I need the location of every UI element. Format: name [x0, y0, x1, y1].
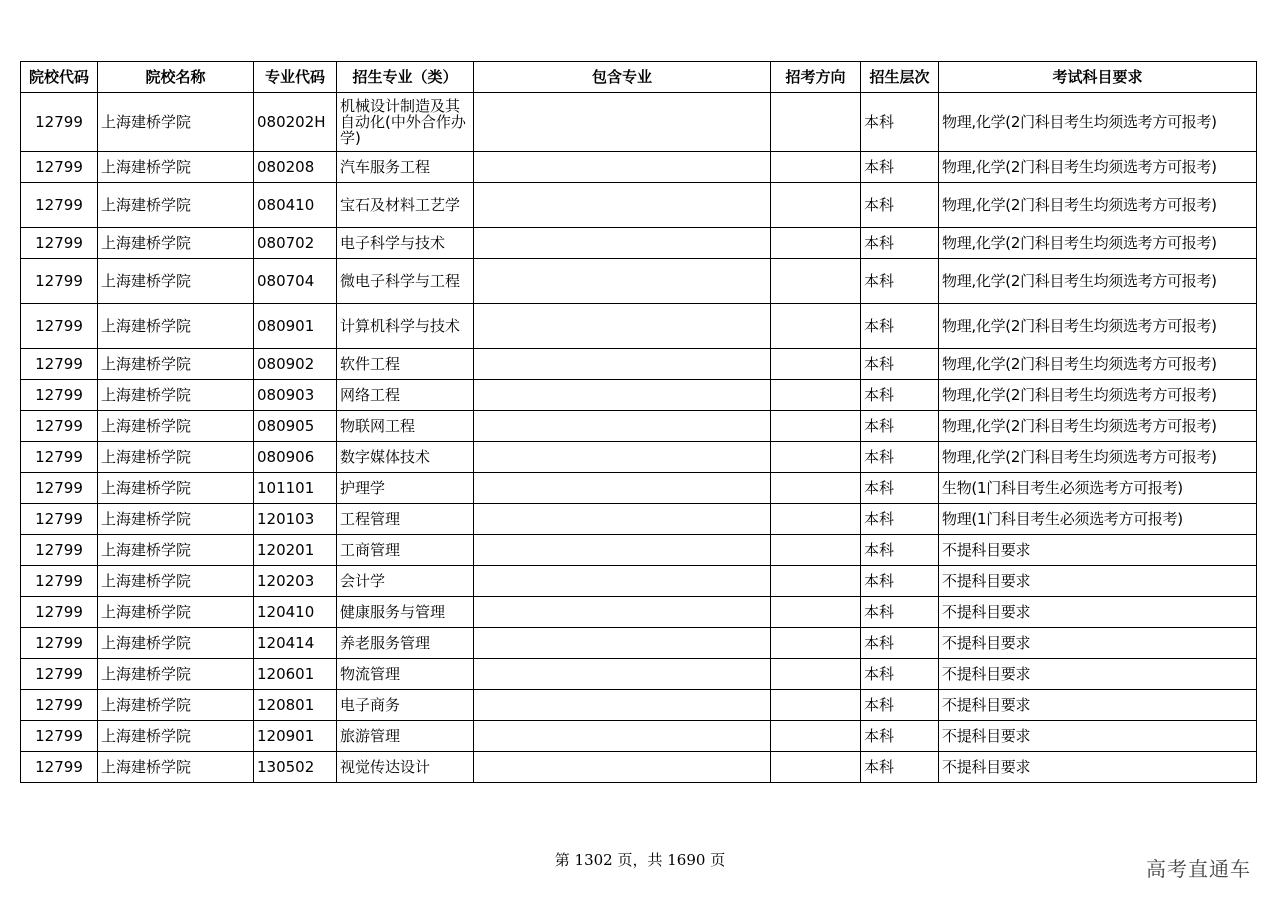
cell-school-code: 12799 [21, 597, 98, 628]
cell-requirement: 不提科目要求 [939, 628, 1257, 659]
cell-requirement: 物理,化学(2门科目考生均须选考方可报考) [939, 380, 1257, 411]
cell-major-code: 101101 [254, 473, 337, 504]
cell-requirement: 物理,化学(2门科目考生均须选考方可报考) [939, 183, 1257, 228]
cell-major-code: 080903 [254, 380, 337, 411]
cell-requirement: 物理,化学(2门科目考生均须选考方可报考) [939, 152, 1257, 183]
cell-major: 汽车服务工程 [337, 152, 474, 183]
cell-major-code: 080702 [254, 228, 337, 259]
cell-requirement: 物理,化学(2门科目考生均须选考方可报考) [939, 259, 1257, 304]
cell-level: 本科 [861, 228, 939, 259]
cell-major: 计算机科学与技术 [337, 304, 474, 349]
table-row [21, 752, 1257, 783]
cell-major: 护理学 [337, 473, 474, 504]
cell-major: 物流管理 [337, 659, 474, 690]
cell-school-code: 12799 [21, 442, 98, 473]
cell-direction [771, 690, 861, 721]
cell-school-name: 上海建桥学院 [98, 304, 254, 349]
cell-level: 本科 [861, 752, 939, 783]
table-row [21, 183, 1257, 228]
table-body [21, 93, 1257, 783]
cell-major-code: 080902 [254, 349, 337, 380]
cell-school-code: 12799 [21, 659, 98, 690]
cell-school-code: 12799 [21, 752, 98, 783]
table-row [21, 628, 1257, 659]
watermark-text: 高考直通车 [1146, 857, 1251, 881]
cell-major-code: 120103 [254, 504, 337, 535]
cell-level: 本科 [861, 259, 939, 304]
cell-included-majors [474, 752, 771, 783]
header-row [21, 62, 1257, 93]
cell-requirement: 不提科目要求 [939, 566, 1257, 597]
table-row [21, 566, 1257, 597]
cell-major: 软件工程 [337, 349, 474, 380]
cell-level: 本科 [861, 304, 939, 349]
cell-level: 本科 [861, 349, 939, 380]
cell-major: 电子科学与技术 [337, 228, 474, 259]
cell-requirement: 生物(1门科目考生必须选考方可报考) [939, 473, 1257, 504]
cell-major-code: 080410 [254, 183, 337, 228]
cell-included-majors [474, 597, 771, 628]
cell-level: 本科 [861, 411, 939, 442]
cell-included-majors [474, 228, 771, 259]
cell-requirement: 不提科目要求 [939, 752, 1257, 783]
cell-school-code: 12799 [21, 721, 98, 752]
cell-level: 本科 [861, 473, 939, 504]
cell-major-code: 130502 [254, 752, 337, 783]
cell-school-code: 12799 [21, 411, 98, 442]
cell-included-majors [474, 183, 771, 228]
cell-requirement: 物理,化学(2门科目考生均须选考方可报考) [939, 93, 1257, 152]
cell-major-code: 120801 [254, 690, 337, 721]
table-row [21, 597, 1257, 628]
cell-school-code: 12799 [21, 473, 98, 504]
table-row [21, 690, 1257, 721]
cell-included-majors [474, 304, 771, 349]
cell-major-code: 120203 [254, 566, 337, 597]
cell-level: 本科 [861, 659, 939, 690]
cell-level: 本科 [861, 442, 939, 473]
cell-major: 物联网工程 [337, 411, 474, 442]
cell-major: 电子商务 [337, 690, 474, 721]
cell-requirement: 不提科目要求 [939, 535, 1257, 566]
cell-school-code: 12799 [21, 93, 98, 152]
cell-direction [771, 721, 861, 752]
cell-school-name: 上海建桥学院 [98, 411, 254, 442]
cell-major-code: 080901 [254, 304, 337, 349]
cell-requirement: 物理(1门科目考生必须选考方可报考) [939, 504, 1257, 535]
cell-level: 本科 [861, 152, 939, 183]
cell-requirement: 不提科目要求 [939, 659, 1257, 690]
table-row [21, 411, 1257, 442]
cell-included-majors [474, 93, 771, 152]
table-row [21, 473, 1257, 504]
table-row [21, 535, 1257, 566]
cell-requirement: 不提科目要求 [939, 721, 1257, 752]
cell-school-code: 12799 [21, 566, 98, 597]
cell-school-code: 12799 [21, 690, 98, 721]
header-school-name: 院校名称 [98, 62, 254, 93]
cell-level: 本科 [861, 628, 939, 659]
cell-included-majors [474, 659, 771, 690]
cell-major: 养老服务管理 [337, 628, 474, 659]
cell-school-name: 上海建桥学院 [98, 228, 254, 259]
cell-school-code: 12799 [21, 504, 98, 535]
cell-school-name: 上海建桥学院 [98, 566, 254, 597]
header-major: 招生专业（类） [337, 62, 474, 93]
cell-major: 旅游管理 [337, 721, 474, 752]
cell-direction [771, 442, 861, 473]
table-row [21, 349, 1257, 380]
cell-school-name: 上海建桥学院 [98, 690, 254, 721]
cell-major-code: 120201 [254, 535, 337, 566]
cell-school-code: 12799 [21, 304, 98, 349]
header-school-code: 院校代码 [21, 62, 98, 93]
cell-school-name: 上海建桥学院 [98, 442, 254, 473]
cell-requirement: 物理,化学(2门科目考生均须选考方可报考) [939, 228, 1257, 259]
cell-direction [771, 659, 861, 690]
cell-included-majors [474, 504, 771, 535]
cell-direction [771, 411, 861, 442]
cell-direction [771, 473, 861, 504]
cell-school-name: 上海建桥学院 [98, 504, 254, 535]
cell-direction [771, 752, 861, 783]
cell-included-majors [474, 721, 771, 752]
cell-major-code: 120414 [254, 628, 337, 659]
table-row [21, 93, 1257, 152]
cell-major: 工程管理 [337, 504, 474, 535]
cell-major: 网络工程 [337, 380, 474, 411]
cell-direction [771, 566, 861, 597]
cell-level: 本科 [861, 380, 939, 411]
cell-school-name: 上海建桥学院 [98, 183, 254, 228]
cell-school-name: 上海建桥学院 [98, 628, 254, 659]
header-major-code: 专业代码 [254, 62, 337, 93]
cell-direction [771, 152, 861, 183]
cell-requirement: 物理,化学(2门科目考生均须选考方可报考) [939, 304, 1257, 349]
cell-major-code: 080202H [254, 93, 337, 152]
cell-included-majors [474, 566, 771, 597]
cell-school-code: 12799 [21, 183, 98, 228]
cell-direction [771, 93, 861, 152]
cell-major: 健康服务与管理 [337, 597, 474, 628]
table-row [21, 152, 1257, 183]
cell-direction [771, 535, 861, 566]
cell-major-code: 120901 [254, 721, 337, 752]
page-number: 第 1302 页，共 1690 页 [554, 851, 726, 869]
cell-requirement: 物理,化学(2门科目考生均须选考方可报考) [939, 442, 1257, 473]
cell-included-majors [474, 442, 771, 473]
cell-included-majors [474, 473, 771, 504]
cell-direction [771, 597, 861, 628]
cell-included-majors [474, 259, 771, 304]
cell-major: 微电子科学与工程 [337, 259, 474, 304]
cell-included-majors [474, 380, 771, 411]
cell-school-name: 上海建桥学院 [98, 752, 254, 783]
cell-included-majors [474, 152, 771, 183]
cell-requirement: 物理,化学(2门科目考生均须选考方可报考) [939, 411, 1257, 442]
cell-direction [771, 504, 861, 535]
cell-level: 本科 [861, 721, 939, 752]
cell-school-name: 上海建桥学院 [98, 721, 254, 752]
cell-included-majors [474, 411, 771, 442]
cell-level: 本科 [861, 690, 939, 721]
cell-major-code: 080208 [254, 152, 337, 183]
cell-major: 宝石及材料工艺学 [337, 183, 474, 228]
table-row [21, 721, 1257, 752]
admissions-table [20, 61, 1257, 783]
cell-major-code: 080905 [254, 411, 337, 442]
header-level: 招生层次 [861, 62, 939, 93]
cell-level: 本科 [861, 504, 939, 535]
cell-major: 机械设计制造及其自动化(中外合作办学) [337, 93, 474, 152]
cell-direction [771, 628, 861, 659]
cell-school-name: 上海建桥学院 [98, 535, 254, 566]
cell-school-name: 上海建桥学院 [98, 473, 254, 504]
table-row [21, 659, 1257, 690]
cell-direction [771, 183, 861, 228]
table-row [21, 304, 1257, 349]
cell-school-code: 12799 [21, 628, 98, 659]
cell-included-majors [474, 535, 771, 566]
cell-school-name: 上海建桥学院 [98, 152, 254, 183]
cell-major: 视觉传达设计 [337, 752, 474, 783]
cell-major-code: 120410 [254, 597, 337, 628]
cell-level: 本科 [861, 535, 939, 566]
cell-school-code: 12799 [21, 259, 98, 304]
table-row [21, 442, 1257, 473]
cell-school-name: 上海建桥学院 [98, 597, 254, 628]
cell-direction [771, 228, 861, 259]
cell-major: 工商管理 [337, 535, 474, 566]
cell-level: 本科 [861, 183, 939, 228]
cell-level: 本科 [861, 93, 939, 152]
cell-direction [771, 380, 861, 411]
cell-school-code: 12799 [21, 349, 98, 380]
cell-school-code: 12799 [21, 380, 98, 411]
cell-school-name: 上海建桥学院 [98, 659, 254, 690]
cell-requirement: 不提科目要求 [939, 690, 1257, 721]
cell-direction [771, 259, 861, 304]
cell-requirement: 不提科目要求 [939, 597, 1257, 628]
cell-school-name: 上海建桥学院 [98, 259, 254, 304]
cell-major-code: 080906 [254, 442, 337, 473]
cell-level: 本科 [861, 566, 939, 597]
cell-school-name: 上海建桥学院 [98, 349, 254, 380]
cell-major-code: 120601 [254, 659, 337, 690]
table-row [21, 228, 1257, 259]
cell-included-majors [474, 349, 771, 380]
cell-requirement: 物理,化学(2门科目考生均须选考方可报考) [939, 349, 1257, 380]
cell-major: 数字媒体技术 [337, 442, 474, 473]
header-included-majors: 包含专业 [474, 62, 771, 93]
header-direction: 招考方向 [771, 62, 861, 93]
cell-direction [771, 304, 861, 349]
cell-major-code: 080704 [254, 259, 337, 304]
header-requirement: 考试科目要求 [939, 62, 1257, 93]
cell-major: 会计学 [337, 566, 474, 597]
cell-school-name: 上海建桥学院 [98, 380, 254, 411]
cell-school-code: 12799 [21, 152, 98, 183]
cell-school-name: 上海建桥学院 [98, 93, 254, 152]
table-row [21, 504, 1257, 535]
cell-included-majors [474, 628, 771, 659]
table-row [21, 259, 1257, 304]
table-row [21, 380, 1257, 411]
cell-included-majors [474, 690, 771, 721]
cell-school-code: 12799 [21, 228, 98, 259]
cell-direction [771, 349, 861, 380]
cell-school-code: 12799 [21, 535, 98, 566]
cell-level: 本科 [861, 597, 939, 628]
